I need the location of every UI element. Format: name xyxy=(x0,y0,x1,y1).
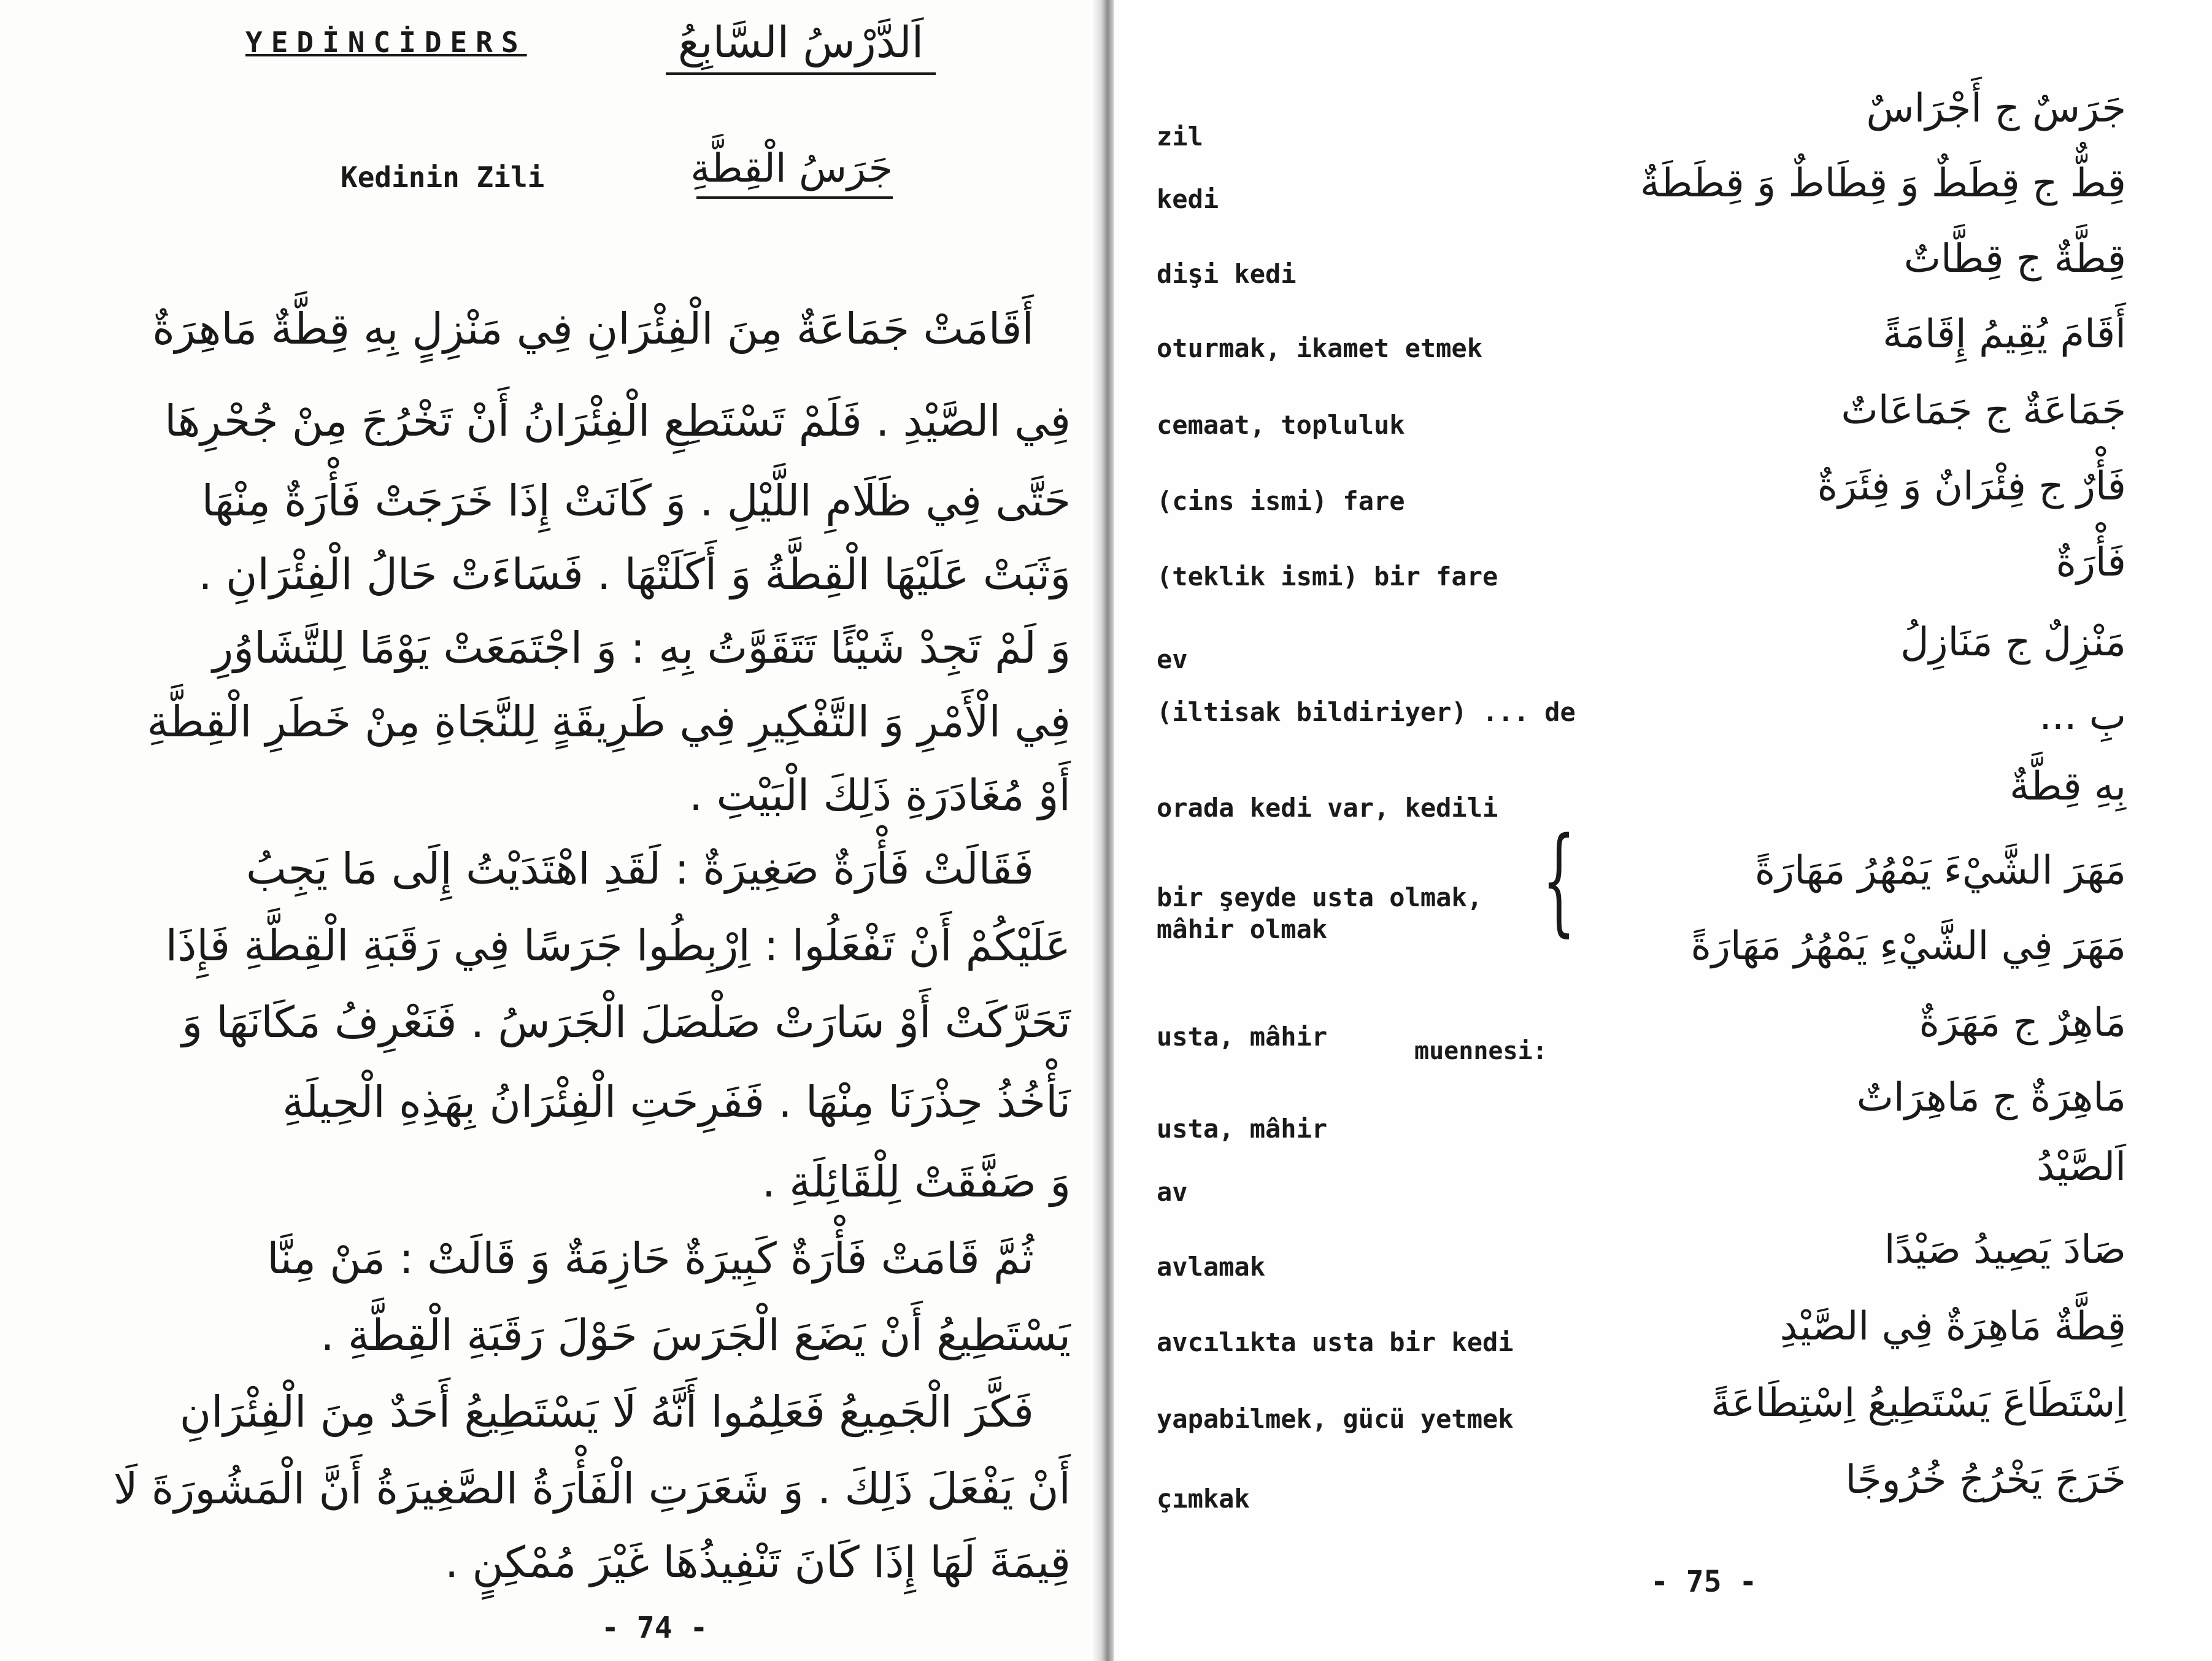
glossary-translation: cemaat, topluluk xyxy=(1157,410,1405,440)
glossary-arabic: صَادَ يَصِيدُ صَيْدًا xyxy=(1884,1227,2126,1273)
passage-line: أَوْ مُغَادَرَةِ ذَلِكَ الْبَيْتِ . xyxy=(688,770,1071,820)
lesson-title-arabic: اَلدَّرْسُ السَّابِعُ xyxy=(666,17,936,75)
glossary-arabic: قِطَّةٌ ج قِطَّاتٌ xyxy=(1903,236,2126,282)
glossary-arabic: خَرَجَ يَخْرُجُ خُرُوجًا xyxy=(1845,1457,2126,1503)
glossary-arabic: مَاهِرَةٌ ج مَاهِرَاتٌ xyxy=(1856,1075,2126,1120)
glossary-translation: orada kedi var, kedili xyxy=(1157,793,1498,823)
passage-line: قِيمَةَ لَهَا إِذَا كَانَ تَنْفِيذُهَا غَيْرَ مُمْكِنٍ . xyxy=(444,1537,1071,1587)
glossary-arabic: اَلصَّيْدُ xyxy=(2037,1144,2126,1190)
glossary-arabic: أَقَامَ يُقِيمُ إِقَامَةً xyxy=(1883,312,2126,357)
glossary-note: muennesi: xyxy=(1414,1037,1547,1065)
passage-line: أَنْ يَفْعَلَ ذَلِكَ . وَ شَعَرَتِ الْفَأْرَةُ الصَّغِيرَةُ أَنَّ الْمَشُورَةَ لَا xyxy=(113,1463,1071,1514)
passage-line: وَ لَمْ تَجِدْ شَيْئًا تَتَقَوَّتُ بِهِ : وَ اجْتَمَعَتْ يَوْمًا لِلتَّشَاوُرِ xyxy=(212,623,1071,673)
glossary-translation: oturmak, ikamet etmek xyxy=(1157,333,1483,363)
right-page xyxy=(1114,0,2212,1661)
glossary-translation: av xyxy=(1157,1177,1188,1207)
page-number: - 74 - xyxy=(601,1611,708,1645)
glossary-translation: bir şeyde usta olmak, xyxy=(1157,882,1483,912)
story-title: Kedinin Zili xyxy=(341,161,545,194)
grouping-brace: { xyxy=(1542,812,1576,948)
passage-line: تَحَرَّكَتْ أَوْ سَارَتْ صَلْصَلَ الْجَرَسُ . فَنَعْرِفُ مَكَانَهَا وَ xyxy=(182,997,1071,1047)
lesson-title: YEDİNCİDERS xyxy=(245,26,527,59)
passage-line: فَكَّرَ الْجَمِيعُ فَعَلِمُوا أَنَّهُ لَا يَسْتَطِيعُ أَحَدٌ مِنَ الْفِئْرَانِ xyxy=(179,1387,1034,1437)
passage-line: فِي الصَّيْدِ . فَلَمْ تَسْتَطِعِ الْفِئْرَانُ أَنْ تَخْرُجَ مِنْ جُحْرِهَا xyxy=(164,396,1071,446)
glossary-translation: dişi kedi xyxy=(1157,259,1297,289)
passage-line: عَلَيْكُمْ أَنْ تَفْعَلُوا : اِرْبِطُوا جَرَسًا فِي رَقَبَةِ الْقِطَّةِ فَإِذَا xyxy=(165,920,1071,971)
glossary-translation: usta, mâhir xyxy=(1157,1022,1328,1052)
page-number: - 75 - xyxy=(1651,1565,1757,1599)
passage-line: وَ صَفَّقَتْ لِلْقَائِلَةِ . xyxy=(761,1157,1071,1207)
glossary-translation: usta, mâhir xyxy=(1157,1114,1328,1144)
glossary-arabic: مَهَرَ فِي الشَّيْءِ يَمْهُرُ مَهَارَةً xyxy=(1690,923,2126,969)
glossary-translation: (cins ismi) fare xyxy=(1157,486,1405,516)
glossary-arabic: فَأْرَةٌ xyxy=(2056,540,2126,585)
glossary-translation: (iltisak bildiriyer) ... de xyxy=(1157,697,1576,727)
passage-line: حَتَّى فِي ظَلَامِ اللَّيْلِ . وَ كَانَتْ إِذَا خَرَجَتْ فَأْرَةٌ مِنْهَا xyxy=(201,476,1071,526)
passage-line: فِي الْأَمْرِ وَ التَّفْكِيرِ فِي طَرِيقَةٍ لِلنَّجَاةِ مِنْ خَطَرِ الْقِطَّةِ xyxy=(147,696,1071,747)
glossary-translation: mâhir olmak xyxy=(1157,914,1328,944)
passage-line: وَثَبَتْ عَلَيْهَا الْقِطَّةُ وَ أَكَلَتْهَا . فَسَاءَتْ حَالُ الْفِئْرَانِ . xyxy=(198,549,1071,599)
glossary-arabic: فَأْرٌ ج فِئْرَانٌ وَ فِئَرَةٌ xyxy=(1817,464,2126,509)
glossary-arabic: قِطٌّ ج قِطَطٌ وَ قِطَاطٌ وَ قِطَطَةٌ xyxy=(1640,161,2126,206)
left-page xyxy=(0,0,1101,1661)
glossary-translation: avlamak xyxy=(1157,1252,1266,1282)
passage-line: ثُمَّ قَامَتْ فَأْرَةٌ كَبِيرَةٌ حَازِمَةٌ وَ قَالَتْ : مَنْ مِنَّا xyxy=(267,1233,1034,1284)
story-title-arabic: جَرَسُ الْقِطَّةِ xyxy=(696,146,893,199)
glossary-arabic: مَهَرَ الشَّيْءَ يَمْهُرُ مَهَارَةً xyxy=(1754,848,2126,893)
glossary-translation: yapabilmek, gücü yetmek xyxy=(1157,1404,1514,1434)
passage-line: يَسْتَطِيعُ أَنْ يَضَعَ الْجَرَسَ حَوْلَ رَقَبَةِ الْقِطَّةِ . xyxy=(320,1310,1071,1360)
glossary-arabic: مَنْزِلٌ ج مَنَازِلُ xyxy=(1900,620,2126,665)
glossary-arabic: بِهِ قِطَّةٌ xyxy=(2010,764,2126,809)
glossary-translation: zil xyxy=(1157,121,1203,152)
glossary-arabic: قِطَّةٌ مَاهِرَةٌ فِي الصَّيْدِ xyxy=(1779,1304,2126,1349)
glossary-translation: kedi xyxy=(1157,184,1219,214)
glossary-arabic: اِسْتَطَاعَ يَسْتَطِيعُ اِسْتِطَاعَةً xyxy=(1711,1381,2126,1426)
glossary-translation: ev xyxy=(1157,644,1188,674)
passage-line: أَقَامَتْ جَمَاعَةٌ مِنَ الْفِئْرَانِ فِي مَنْزِلٍ بِهِ قِطَّةٌ مَاهِرَةٌ xyxy=(152,304,1034,354)
passage-line: نَأْخُذُ حِذْرَنَا مِنْهَا . فَفَرِحَتِ الْفِئْرَانُ بِهَذِهِ الْحِيلَةِ xyxy=(282,1077,1071,1127)
glossary-arabic: جَمَاعَةٌ ج جَمَاعَاتٌ xyxy=(1841,388,2126,433)
glossary-translation: (teklik ismi) bir fare xyxy=(1157,561,1498,592)
glossary-translation: avcılıkta usta bir kedi xyxy=(1157,1327,1514,1357)
glossary-arabic: جَرَسٌ ج أَجْرَاسٌ xyxy=(1866,86,2126,131)
glossary-arabic: مَاهِرٌ ج مَهَرَةٌ xyxy=(1919,1000,2126,1046)
glossary-arabic: بِ ... xyxy=(2039,693,2126,739)
glossary-translation: çımkak xyxy=(1157,1484,1250,1514)
passage-line: فَقَالَتْ فَأْرَةٌ صَغِيرَةٌ : لَقَدِ اهْتَدَيْتُ إِلَى مَا يَجِبُ xyxy=(245,844,1034,894)
